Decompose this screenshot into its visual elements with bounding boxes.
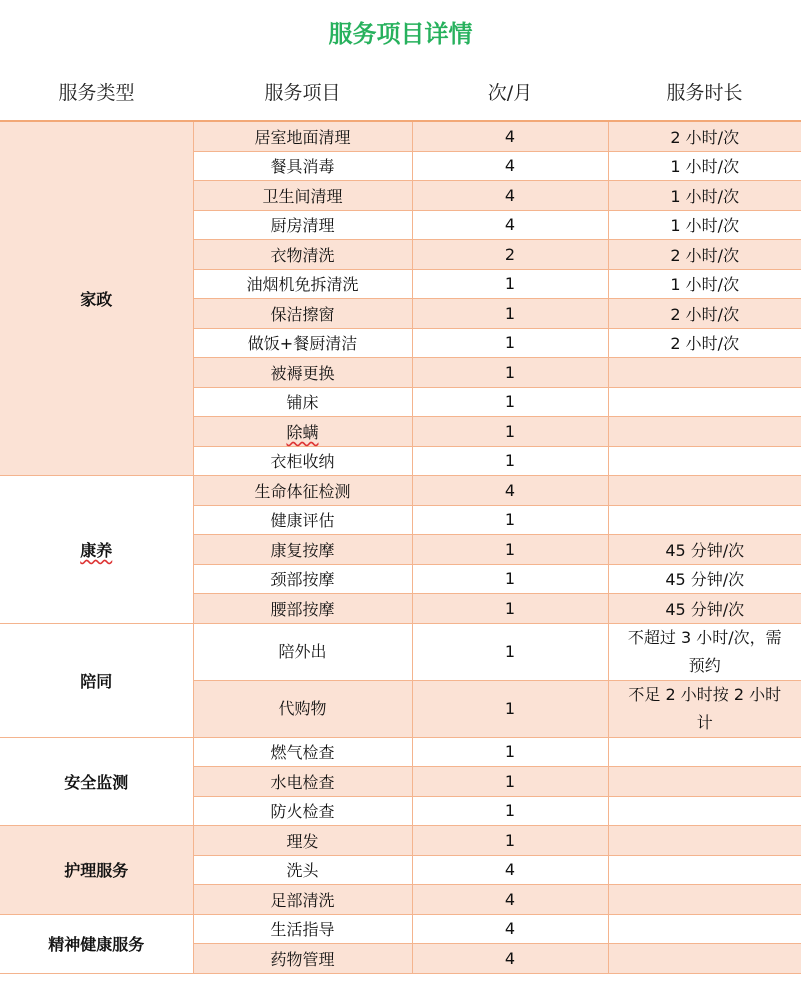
service-type-label: 安全监测 (64, 772, 129, 792)
header-service-item: 服务项目 (264, 82, 341, 104)
per-month-text: 1 (504, 451, 516, 471)
service-item-text: 药物管理 (270, 949, 335, 969)
duration-cell (608, 121, 801, 151)
per-month-text: 4 (504, 948, 516, 968)
service-item-cell (193, 885, 412, 915)
duration-text: 45 分钟/次 (665, 540, 745, 560)
service-item-text: 厨房清理 (270, 216, 335, 236)
duration-cell (608, 181, 801, 211)
per-month-text: 4 (504, 480, 516, 500)
per-month-text: 4 (504, 889, 516, 909)
service-item-cell (193, 564, 412, 594)
per-month-cell (412, 151, 608, 181)
per-month-cell (412, 767, 608, 797)
service-item-text: 燃气检查 (270, 743, 335, 763)
per-month-text: 1 (504, 274, 516, 294)
service-item-cell (193, 505, 412, 535)
page-title: 服务项目详情 (328, 20, 473, 48)
service-item-text: 保洁擦窗 (270, 304, 335, 324)
service-item-cell (193, 535, 412, 565)
per-month-cell (412, 505, 608, 535)
service-item-text: 足部清洗 (270, 890, 335, 910)
service-item-text: 腰部按摩 (270, 599, 335, 619)
table-row (0, 914, 801, 944)
per-month-text: 1 (504, 392, 516, 412)
service-item-cell (193, 680, 412, 737)
per-month-cell (412, 181, 608, 211)
table-row (0, 826, 801, 856)
duration-cell (608, 210, 801, 240)
duration-cell (608, 623, 801, 680)
per-month-text: 1 (504, 598, 516, 618)
duration-text: 2 小时/次 (670, 334, 740, 354)
service-item-cell (193, 269, 412, 299)
service-item-cell (193, 476, 412, 506)
service-item-text: 油烟机免拆清洗 (246, 275, 359, 295)
per-month-cell (412, 387, 608, 417)
per-month-cell (412, 358, 608, 388)
service-item-cell (193, 623, 412, 680)
service-item-text: 理发 (286, 831, 319, 851)
per-month-cell (412, 680, 608, 737)
service-item-cell (193, 737, 412, 767)
per-month-text: 1 (504, 303, 516, 323)
service-item-text: 代购物 (278, 698, 327, 718)
duration-cell (608, 594, 801, 624)
service-item-text: 康复按摩 (270, 540, 335, 560)
service-item-cell (193, 826, 412, 856)
per-month-cell (412, 737, 608, 767)
header-per-month: 次/月 (487, 82, 533, 104)
per-month-text: 1 (504, 362, 516, 382)
service-type-cell (0, 826, 193, 915)
duration-cell (608, 505, 801, 535)
service-type-cell (0, 121, 193, 476)
duration-cell (608, 151, 801, 181)
service-item-text: 被褥更换 (270, 363, 335, 383)
service-type-label: 康养 (80, 540, 113, 560)
table-row (0, 476, 801, 506)
duration-cell (608, 535, 801, 565)
per-month-text: 1 (504, 698, 516, 718)
duration-text: 2 小时/次 (670, 304, 740, 324)
service-type-cell (0, 737, 193, 826)
per-month-cell (412, 121, 608, 151)
service-item-text: 卫生间清理 (262, 186, 343, 206)
per-month-text: 4 (504, 185, 516, 205)
per-month-cell (412, 855, 608, 885)
per-month-cell (412, 328, 608, 358)
service-item-cell (193, 299, 412, 329)
service-item-text: 做饭+餐厨清洁 (247, 334, 358, 354)
service-item-cell (193, 181, 412, 211)
header-duration: 服务时长 (666, 82, 743, 104)
service-item-text: 颈部按摩 (270, 570, 335, 590)
per-month-text: 4 (504, 156, 516, 176)
per-month-text: 1 (504, 771, 516, 791)
duration-cell (608, 446, 801, 476)
service-item-cell (193, 914, 412, 944)
duration-text: 2 小时/次 (670, 127, 740, 147)
duration-text: 不足 2 小时按 2 小时计 (628, 684, 782, 732)
per-month-cell (412, 269, 608, 299)
duration-cell (608, 796, 801, 826)
service-item-cell (193, 767, 412, 797)
service-type-cell (0, 476, 193, 624)
duration-text: 45 分钟/次 (665, 599, 745, 619)
per-month-cell (412, 210, 608, 240)
duration-cell (608, 855, 801, 885)
service-table-body (0, 121, 801, 973)
per-month-cell (412, 446, 608, 476)
per-month-text: 1 (504, 510, 516, 530)
service-item-cell (193, 796, 412, 826)
per-month-cell (412, 885, 608, 915)
duration-cell (608, 737, 801, 767)
per-month-cell (412, 944, 608, 974)
service-type-label: 护理服务 (64, 861, 129, 881)
service-item-text: 陪外出 (278, 641, 327, 661)
duration-cell (608, 476, 801, 506)
service-item-text: 生命体征检测 (254, 481, 351, 501)
service-type-label: 陪同 (80, 671, 113, 691)
service-item-text: 健康评估 (270, 511, 335, 531)
header-service-type: 服务类型 (58, 82, 135, 104)
duration-cell (608, 885, 801, 915)
table-row (0, 121, 801, 151)
duration-cell (608, 240, 801, 270)
service-item-cell (193, 944, 412, 974)
service-type-label: 精神健康服务 (48, 935, 145, 954)
per-month-cell (412, 826, 608, 856)
per-month-text: 1 (504, 539, 516, 559)
per-month-cell (412, 476, 608, 506)
per-month-cell (412, 914, 608, 944)
per-month-cell (412, 594, 608, 624)
table-row (0, 737, 801, 767)
service-item-text: 洗头 (286, 861, 319, 881)
per-month-text: 4 (504, 126, 516, 146)
duration-text: 2 小时/次 (670, 245, 740, 265)
per-month-cell (412, 535, 608, 565)
per-month-text: 4 (504, 215, 516, 235)
service-item-cell (193, 210, 412, 240)
duration-cell (608, 680, 801, 737)
service-item-text: 水电检查 (270, 772, 335, 792)
service-item-cell (193, 240, 412, 270)
service-item-text: 除螨 (286, 422, 319, 442)
service-table (0, 120, 801, 974)
duration-cell (608, 358, 801, 388)
service-item-text: 生活指导 (270, 920, 335, 940)
per-month-text: 1 (504, 569, 516, 589)
duration-text: 1 小时/次 (670, 216, 740, 236)
service-item-cell (193, 358, 412, 388)
duration-cell (608, 417, 801, 447)
service-item-cell (193, 855, 412, 885)
duration-cell (608, 387, 801, 417)
duration-text: 1 小时/次 (670, 186, 740, 206)
per-month-cell (412, 299, 608, 329)
service-item-cell (193, 417, 412, 447)
duration-text: 1 小时/次 (670, 157, 740, 177)
table-header (0, 62, 801, 120)
per-month-text: 1 (504, 801, 516, 821)
service-item-text: 衣柜收纳 (270, 452, 335, 472)
duration-text: 45 分钟/次 (665, 570, 745, 590)
per-month-text: 1 (504, 421, 516, 441)
per-month-text: 1 (504, 742, 516, 762)
service-type-cell (0, 914, 193, 973)
service-item-text: 餐具消毒 (270, 157, 335, 177)
service-type-label: 家政 (80, 290, 113, 309)
per-month-text: 1 (504, 333, 516, 353)
per-month-text: 4 (504, 860, 516, 880)
duration-cell (608, 944, 801, 974)
per-month-cell (412, 796, 608, 826)
per-month-cell (412, 417, 608, 447)
service-item-cell (193, 387, 412, 417)
service-item-cell (193, 151, 412, 181)
service-item-cell (193, 328, 412, 358)
service-type-cell (0, 623, 193, 737)
duration-cell (608, 914, 801, 944)
duration-cell (608, 564, 801, 594)
duration-cell (608, 299, 801, 329)
duration-cell (608, 328, 801, 358)
duration-text: 不超过 3 小时/次，需预约 (627, 627, 782, 675)
per-month-cell (412, 564, 608, 594)
per-month-text: 1 (504, 641, 516, 661)
duration-cell (608, 767, 801, 797)
duration-cell (608, 269, 801, 299)
duration-text: 1 小时/次 (670, 275, 740, 295)
per-month-text: 4 (504, 919, 516, 939)
service-item-text: 铺床 (286, 393, 319, 413)
service-item-cell (193, 446, 412, 476)
service-item-text: 居室地面清理 (254, 127, 351, 147)
per-month-text: 2 (504, 244, 516, 264)
service-item-cell (193, 594, 412, 624)
table-row (0, 623, 801, 680)
service-item-cell (193, 121, 412, 151)
service-item-text: 防火检查 (270, 802, 335, 822)
service-item-text: 衣物清洗 (270, 245, 335, 265)
duration-cell (608, 826, 801, 856)
per-month-text: 1 (504, 830, 516, 850)
per-month-cell (412, 623, 608, 680)
per-month-cell (412, 240, 608, 270)
